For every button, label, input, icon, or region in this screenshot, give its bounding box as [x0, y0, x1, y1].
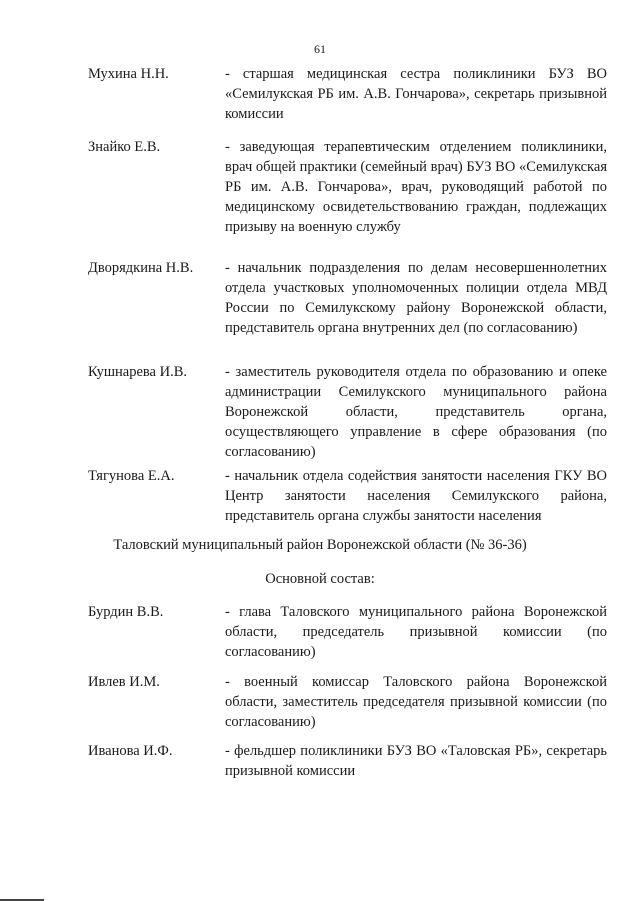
member-name: Тягунова Е.А. [88, 468, 175, 484]
member-name: Бурдин В.В. [88, 604, 164, 620]
member-name: Кушнарева И.В. [88, 364, 187, 380]
member-name: Иванова И.Ф. [88, 743, 173, 759]
member-role: - фельдшер поликлиники БУЗ ВО «Таловская РБ», секретарь призывной комиссии [225, 743, 607, 779]
member-role: - глава Таловского муниципального района Воронежской области, председатель призывной комиссии (по согласованию) [225, 604, 607, 660]
member-name: Мухина Н.Н. [88, 66, 169, 82]
page-number: 61 [314, 42, 326, 56]
member-name: Дворядкина Н.В. [88, 260, 194, 276]
member-role: - военный комиссар Таловского района Воронежской области, заместитель председателя призывной комиссии (по согласованию) [225, 674, 607, 730]
member-role: - заместитель руководителя отдела по образованию и опеке администрации Семилукского муниципального района Воронежской области, представитель органа, осуществляющего управление в сфере образования (по согласованию) [225, 364, 607, 460]
district-heading: Таловский муниципальный район Воронежской области (№ 36-36) [113, 537, 527, 553]
member-role: - заведующая терапевтическим отделением поликлиники, врач общей практики (семейный врач) БУЗ ВО «Семилукская РБ им. А.В. Гончарова», врач, руководящий работой по медицинскому освидетельствованию граждан, подлежащих призыву на военную службу [225, 139, 607, 235]
member-name: Знайко Е.В. [88, 139, 161, 155]
member-role: - старшая медицинская сестра поликлиники БУЗ ВО «Семилукская РБ им. А.В. Гончарова», секретарь призывной комиссии [225, 66, 607, 122]
composition-heading: Основной состав: [265, 571, 375, 587]
member-name: Ивлев И.М. [88, 674, 160, 690]
member-role: - начальник отдела содействия занятости населения ГКУ ВО Центр занятости населения Семилукского района, представитель органа службы занятости населения [225, 468, 607, 524]
member-role: - начальник подразделения по делам несовершеннолетних отдела участковых уполномоченных полиции отдела МВД России по Семилукскому району Воронежской области, представитель органа внутренних дел (по согласованию) [225, 260, 607, 336]
